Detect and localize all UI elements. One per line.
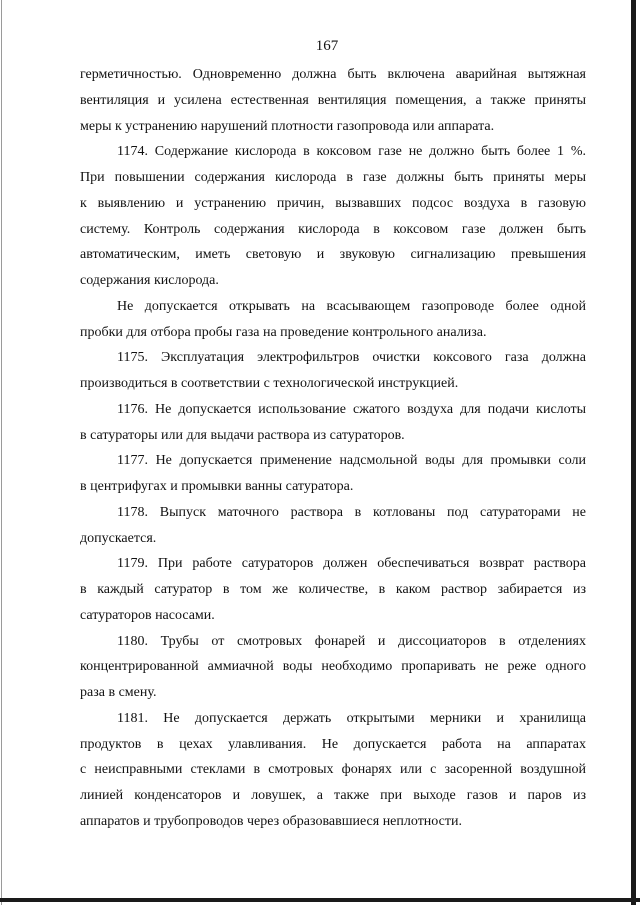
paragraph (80, 629, 586, 706)
paragraph (80, 448, 586, 500)
text-line: 1178. Выпуск маточного раствора в котлованы под сатураторами не (117, 504, 586, 520)
paragraph (80, 706, 586, 835)
text-line: 1176. Не допускается использование сжатого воздуха для подачи кислоты (117, 401, 586, 417)
text-line: систему. Контроль содержания кислорода в коксовом газе должен быть (80, 221, 586, 237)
scan-edge-right (631, 0, 636, 905)
text-line: в центрифугах и промывки ванны сатуратора. (80, 479, 354, 494)
paragraph (80, 62, 586, 139)
text-line: 1181. Не допускается держать открытыми мерники и хранилища (117, 710, 586, 726)
text-line: в каждый сатуратор в том же количестве, в каком раствор забирается из (80, 582, 586, 597)
text-line: аппаратов и трубопроводов через образовавшиеся неплотности. (80, 813, 462, 829)
text-line: к выявлению и устранению причин, вызвавших подсос воздуха в газовую (80, 195, 586, 211)
text-line: 1180. Трубы от смотровых фонарей и диссоциаторов в отделениях (117, 633, 586, 649)
text-line: сатураторов насосами. (80, 607, 215, 623)
body-text (80, 62, 586, 835)
text-line: раза в смену. (80, 685, 157, 700)
paragraph (80, 139, 586, 294)
page-number: 167 (315, 38, 339, 54)
text-line: При повышении содержания кислорода в газе должны быть приняты меры (80, 170, 586, 185)
text-line: содержания кислорода. (80, 273, 219, 288)
paragraph (80, 500, 586, 552)
text-line: в сатураторы или для выдачи раствора из сатураторов. (80, 427, 405, 443)
paragraph (80, 294, 586, 346)
text-line: меры к устранению нарушений плотности газопровода или аппарата. (80, 118, 495, 134)
text-line: допускается. (80, 530, 157, 546)
text-line: с неисправными стеклами в смотровых фонарях или с засоренной воздушной (80, 762, 586, 778)
text-line: 1175. Эксплуатация электрофильтров очистки коксового газа должна (117, 350, 586, 366)
text-line: пробки для отбора пробы газа на проведение контрольного анализа. (80, 324, 487, 340)
text-line: 1179. При работе сатураторов должен обеспечиваться возврат раствора (117, 556, 586, 572)
paragraph (80, 345, 586, 397)
text-line: герметичностью. Одновременно должна быть включена аварийная вытяжная (80, 67, 586, 82)
text-line: Не допускается открывать на всасывающем газопроводе более одной (117, 298, 586, 314)
text-line: автоматическим, иметь световую и звуковую сигнализацию превышения (80, 247, 586, 263)
scan-edge-left (1, 0, 2, 905)
text-line: 1177. Не допускается применение надсмольной воды для промывки соли (117, 453, 586, 469)
text-line: линией конденсаторов и ловушек, а также при выходе газов и паров из (80, 788, 586, 803)
paragraph (80, 397, 586, 449)
paragraph (80, 551, 586, 628)
text-line: продуктов в цехах улавливания. Не допускается работа на аппаратах (80, 736, 586, 752)
text-line: производиться в соответствии с технологической инструкцией. (80, 376, 459, 391)
scan-edge-bottom (0, 898, 640, 902)
text-line: 1174. Содержание кислорода в коксовом газе не должно быть более 1 %. (117, 144, 586, 160)
text-line: вентиляция и усилена естественная вентиляция помещения, а также приняты (80, 92, 586, 108)
text-line: концентрированной аммиачной воды необходимо пропаривать не реже одного (80, 659, 586, 675)
